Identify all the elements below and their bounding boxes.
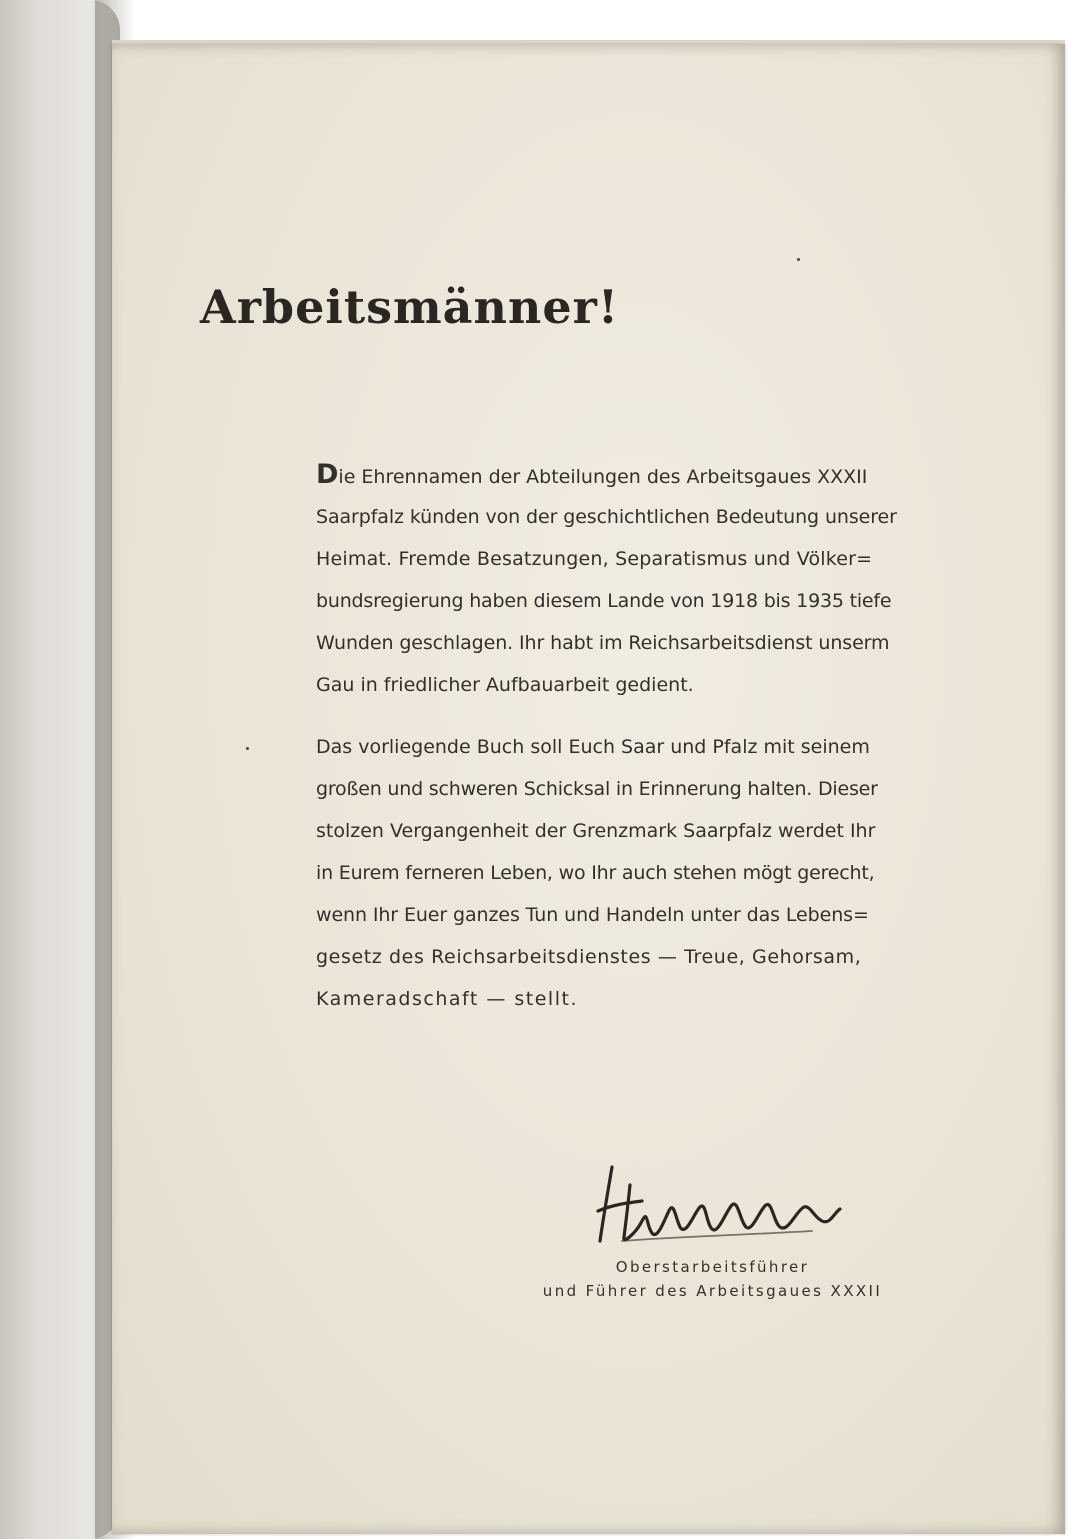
text-line: Saarpfalz künden von der geschichtlichen Bedeutung unserer xyxy=(316,506,897,528)
text-line: Das vorliegende Buch soll Euch Saar und Pfalz mit seinem xyxy=(316,736,870,758)
text-line: Kameradschaft — stellt. xyxy=(316,988,578,1010)
paragraph-1 xyxy=(316,454,897,706)
text-line: bundsregierung haben diesem Lande von 1918 bis 1935 tiefe xyxy=(316,590,892,612)
page-speck xyxy=(797,258,800,261)
text-line: Wunden geschlagen. Ihr habt im Reichsarbeitsdienst unserm xyxy=(316,632,890,654)
text-line: Gau in friedlicher Aufbauarbeit gedient. xyxy=(316,674,694,696)
paragraph-gap xyxy=(316,706,876,726)
drop-cap: D xyxy=(316,459,339,490)
page-heading: Arbeitsmänner! xyxy=(200,280,620,334)
handwritten-signature xyxy=(582,1155,862,1255)
text-line: wenn Ihr Euer ganzes Tun und Handeln unter das Lebens= xyxy=(316,904,869,926)
text-line: Heimat. Fremde Besatzungen, Separatismus und Völker= xyxy=(316,548,873,570)
text-line: stolzen Vergangenheit der Grenzmark Saarpfalz werdet Ihr xyxy=(316,820,876,842)
text-line: großen und schweren Schicksal in Erinnerung halten. Dieser xyxy=(316,778,878,800)
text-line: in Eurem ferneren Leben, wo Ihr auch stehen mögt gerecht, xyxy=(316,862,875,884)
body-text xyxy=(316,454,897,1020)
text-line: gesetz des Reichsarbeitsdienstes — Treue, Gehorsam, xyxy=(316,946,862,968)
page-speck xyxy=(246,747,249,750)
text-line: Die Ehrennamen der Abteilungen des Arbeitsgaues XXXII xyxy=(316,459,868,490)
signatory-role: und Führer des Arbeitsgaues XXXII xyxy=(542,1282,883,1300)
paragraph-2 xyxy=(316,726,876,1020)
signatory-title xyxy=(540,1255,885,1303)
signatory-rank: Oberstarbeitsführer xyxy=(615,1258,810,1276)
